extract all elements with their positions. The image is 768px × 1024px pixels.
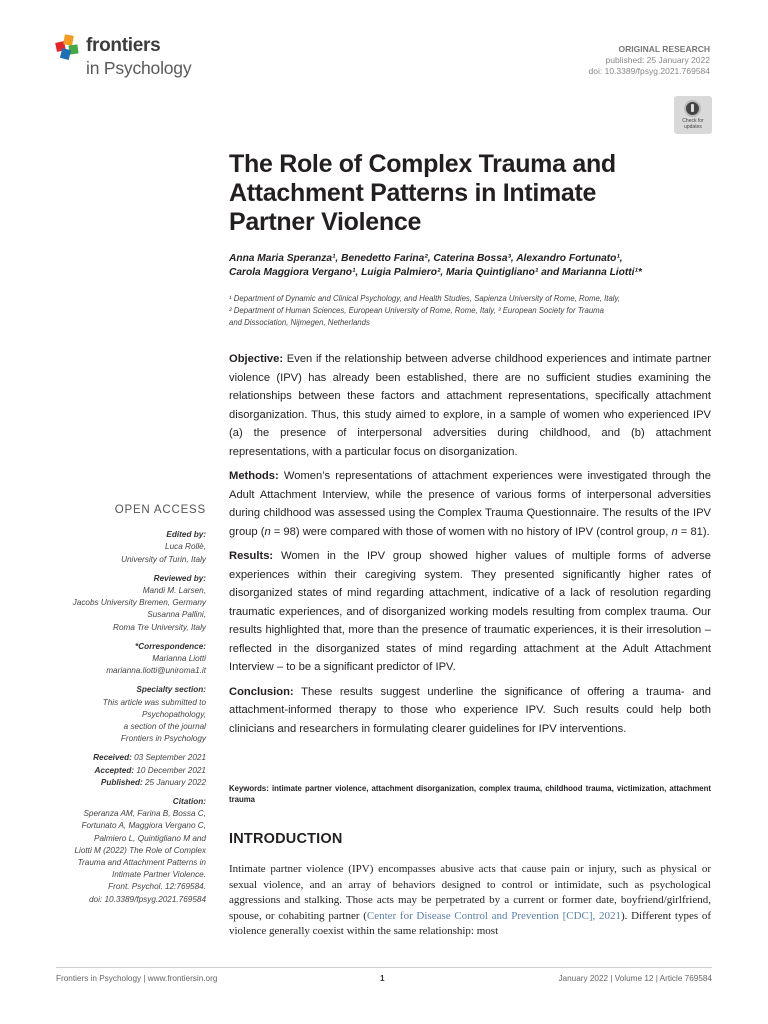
article-type: ORIGINAL RESEARCH [618, 44, 710, 54]
article-title: The Role of Complex Trauma and Attachment Patterns in Intimate Partner Violence [229, 150, 616, 236]
section-heading-introduction: INTRODUCTION [229, 831, 343, 847]
correspondence-email[interactable]: marianna.liotti@uniroma1.it [106, 666, 206, 676]
article-dates: Received: 03 September 2021 Accepted: 10 December 2021 Published: 25 January 2022 [93, 753, 206, 787]
journal-subname: in Psychology [86, 58, 192, 78]
doi[interactable]: doi: 10.3389/fpsyg.2021.769584 [588, 66, 710, 76]
abstract-results: Results: Women in the IPV group showed higher values of multiple forms of adverse experiences within their caregiving system. They presented significantly higher rates of disorganized states of mind regarding attachment, indicative of a lack of resolution regarding traumatic experiences, and of disorganized working models resulting from complex trauma. Our results highlighted that, more than the presence of traumatic experiences, it is their irresolution – reflected in the disorganized states of mind regarding attachment at the Adult Attachment Interview – to be a significant predictor of IPV. [229, 550, 711, 673]
footer-journal[interactable]: Frontiers in Psychology | www.frontiersin.org [56, 974, 218, 983]
footer-divider [56, 967, 712, 968]
specialty-section: Specialty section: This article was submitted to Psychopathology, a section of the journal Frontiers in Psychology [102, 685, 206, 744]
affiliations: ¹ Department of Dynamic and Clinical Psychology, and Health Studies, Sapienza University of Rome, Rome, Italy, ² Department of Human Sciences, European University of Rome, Rome, Italy, ³ European Society for Trauma and Dissociation, Nijmegen, Netherlands [229, 294, 621, 327]
footer-volume: January 2022 | Volume 12 | Article 769584 [558, 974, 712, 983]
published-date: published: 25 January 2022 [605, 55, 710, 65]
edited-by: Edited by: Luca Rollè, University of Turin, Italy [121, 530, 206, 564]
introduction-paragraph: Intimate partner violence (IPV) encompasses abusive acts that cause pain or injury, such as physical or sexual violence, and an array of behaviors designed to control or intimidate, such as psychological aggressions and stalking. Those acts may be perpetrated by a current or former date, boyfriend/girlfriend, spouse, or cohabiting partner (Center for Disease Control and Prevention [CDC], 2021). Different types of violence generally coexist within the same relationship: most [229, 863, 711, 937]
page-number: 1 [380, 974, 385, 983]
citation-link[interactable]: Center for Disease Control and Prevention [CDC], 2021 [366, 909, 621, 922]
abstract-objective: Objective: Even if the relationship between adverse childhood experiences and intimate partner violence (IPV) has already been established, there are no sufficient studies examining the relationships between these factors and attachment representations, specifically attachment disorganization. Thus, this study aimed to explore, in a sample of women who experienced IPV (a) the presence of interpersonal adversities during childhood, and (b) attachment representations, with a particular focus on disorganization. [229, 353, 711, 458]
citation-block: Citation: Speranza AM, Farina B, Bossa C, Fortunato A, Maggiora Vergano C, Palmiero L, Quintigliano M and Liotti M (2022) The Role of Complex Trauma and Attachment Patterns in Intimate Partner Violence. Front. Psychol. 12:769584. doi: 10.3389/fpsyg.2021.769584 [74, 797, 206, 904]
abstract [229, 350, 711, 744]
article-header-meta [589, 44, 710, 77]
badge-label: Check for updates [682, 118, 704, 130]
author-list: Anna Maria Speranza¹, Benedetto Farina², Caterina Bossa³, Alexandro Fortunato¹, Carola Maggiora Vergano¹, Luigia Palmiero², Maria Quintigliano¹ and Marianna Liotti¹* [229, 253, 642, 278]
journal-name: frontiers [86, 35, 161, 56]
abstract-methods: Methods: Women’s representations of attachment experiences were investigated through the Adult Attachment Interview, while the presence of various forms of interpersonal adversities during childhood was assessed using the Complex Trauma Questionnaire. The results of the IPV group (n = 98) were compared with those of women with no history of IPV (control group, n = 81). [229, 470, 711, 538]
frontiers-logo-icon [56, 34, 80, 60]
abstract-conclusion: Conclusion: These results suggest underline the significance of offering a trauma- and attachment-informed therapy to those who experience IPV. Such results could help both clinicians and researchers in formulating clearer guidelines for IPV interventions. [229, 685, 711, 735]
bookmark-icon [684, 100, 701, 117]
keywords: Keywords: intimate partner violence, attachment disorganization, complex trauma, childhood trauma, victimization, attachment trauma [229, 784, 711, 804]
journal-logo [56, 34, 206, 84]
correspondence: *Correspondence: Marianna Liotti marianna.liotti@uniroma1.it [30, 641, 206, 678]
open-access-label: OPEN ACCESS [114, 504, 206, 516]
check-for-updates-badge[interactable] [674, 96, 712, 134]
article-info-sidebar [30, 504, 206, 913]
reviewed-by: Reviewed by: Mandi M. Larsen, Jacobs University Bremen, Germany Susanna Pallini, Roma Tre University, Italy [72, 573, 206, 632]
